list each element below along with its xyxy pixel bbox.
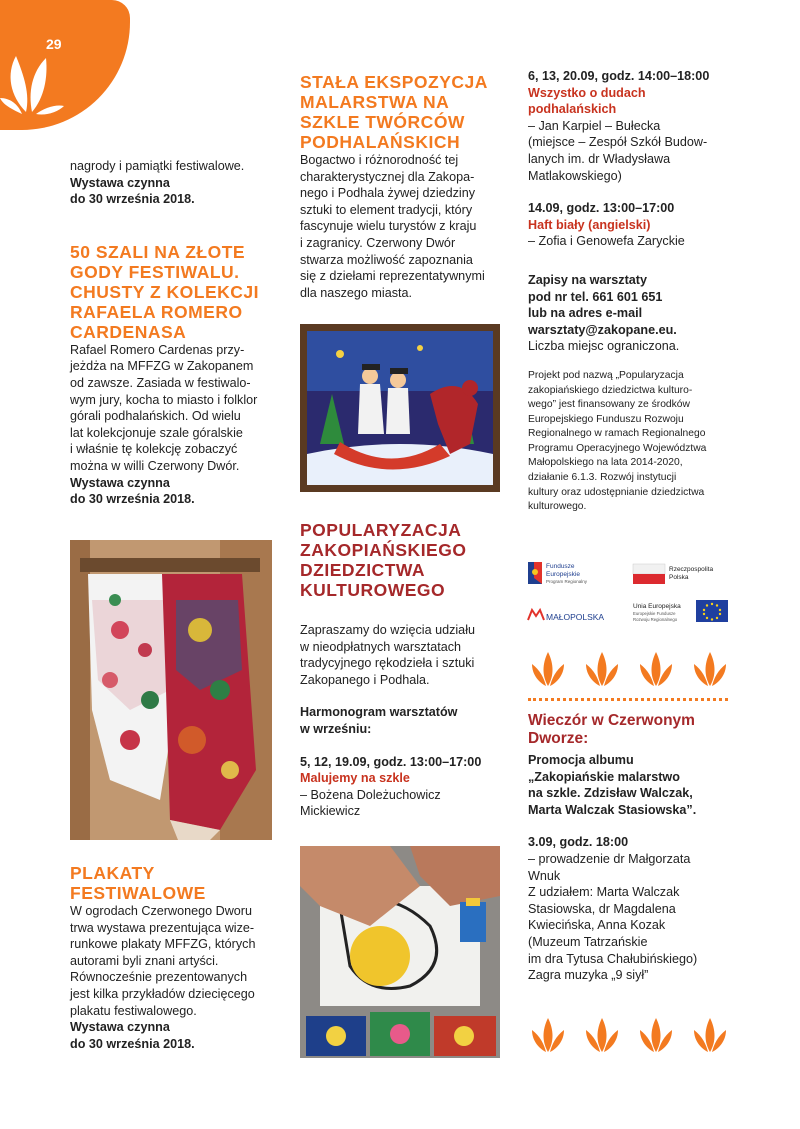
flower-icon [530,1018,566,1052]
svg-text:Rzeczpospolita: Rzeczpospolita [669,566,714,573]
heading-line: DZIEDZICTWA [300,560,426,580]
evening-section [528,712,748,984]
body-line: Rafael Romero Cardenas przy- [70,342,245,357]
note-line: Programu Operacyjnego Województwa [528,442,707,454]
note-line: działanie 6.1.3. Rozwój instytucji [528,472,677,484]
left-column [70,158,280,508]
body-line: jeżdża na MFFZG w Zakopanem [70,359,254,374]
body-line: w nieodpłatnych warsztatach [300,639,462,654]
note-line: Europejskiego Funduszu Rozwoju [528,413,684,425]
flower-icon [638,1018,674,1052]
evening-line: Stasiowska, dr Magdalena [528,901,676,916]
note-line: zakopiańskiego dziedzictwa kulturo- [528,384,693,396]
evening-heading: Wieczór w Czerwonym [528,712,695,729]
flower-icon [692,652,728,686]
posters-section [70,863,280,1052]
body-line: Równocześnie prezentowanych [70,970,248,985]
evening-line: Wnuk [528,868,561,883]
body-line: wym jury, kocha to miasto i folklor [70,392,258,407]
workshop-date: 14.09, godz. 13:00–17:00 [528,201,675,216]
workshop-lead: – Zofia i Genowefa Zaryckie [528,234,685,249]
posters-heading [70,863,280,903]
workshop-lead: lanych im. dr Władysława [528,151,671,166]
ornament-row-top [530,652,728,686]
body-line: Bogactwo i różnorodność tej [300,153,459,167]
heading-line: CARDENASA [70,321,187,342]
evening-line: Kwiecińska, Anna Kozak [528,918,666,933]
body-line: charakterystycznej dla Zakopa- [300,169,475,184]
workshop-name: Haft biały (angielski) [528,217,651,232]
heading-line: KULTUROWEGO [300,580,446,600]
body-line: tradycyjnego rękodzieła i sztuki [300,656,475,671]
heading-line: RAFAELA ROMERO [70,301,243,322]
note-line: kultury oraz udostępnianie dziedzictwa [528,486,705,498]
workshop-lead: – Bożena Doleżuchowicz [300,787,441,802]
glass-section [300,72,510,301]
evening-line: Z udziałem: Marta Walczak [528,885,680,900]
body-line: jest kilka przykładów dziecięcego [70,986,255,1001]
glass-heading [300,72,510,152]
heading-line: PODHALAŃSKICH [300,132,461,152]
body-line: runkowe plakaty MFFZG, których [70,937,256,952]
shawls-photo [70,540,272,840]
svg-text:Europejskie: Europejskie [546,571,580,578]
schedule-title: Harmonogram warsztatów [300,705,458,720]
svg-text:Rozwoju Regionalnego: Rozwoju Regionalnego [633,617,678,622]
body-line: nego i Podhala żywej dziedziny [300,186,476,201]
workshop-lead: – Jan Karpiel – Bułecka [528,118,661,133]
fundusze-europejskie-logo [528,562,588,584]
project-note [528,369,748,515]
svg-text:MAŁOPOLSKA: MAŁOPOLSKA [546,612,605,622]
intro-line: nagrody i pamiątki festiwalowe. [70,159,245,173]
signup-line: pod nr tel. 661 601 651 [528,289,663,304]
shawls-heading [70,242,280,342]
intro-exhibit-date: do 30 września 2018. [70,192,195,207]
signup-email[interactable]: warsztaty@zakopane.eu. [528,322,677,337]
page-number: 29 [46,36,62,52]
heritage-body [300,622,510,688]
signup-line: lub na adres e-mail [528,306,643,321]
signup-line: Zapisy na warsztaty [528,272,647,287]
evening-heading: Dworze: [528,730,589,747]
intro-exhibit-label: Wystawa czynna [70,175,170,190]
flower-icon [692,1018,728,1052]
corner-ornament [0,0,130,130]
body-line: górali podhalańskich. Od wielu [70,409,241,424]
dotted-divider [528,698,728,701]
evening-line: im dra Tytusa Chałubińskiego) [528,951,698,966]
glass-painting-photo [300,324,500,492]
unia-europejska-logo [633,600,728,622]
body-line: można w willi Czerwony Dwór. [70,458,240,473]
note-line: Małopolskiego na lata 2014-2020, [528,457,683,469]
body-line: stwarza możliwość zapoznania [300,252,473,267]
posters-exhibit-date: do 30 września 2018. [70,1036,195,1051]
svg-text:Europejskie Fundusze: Europejskie Fundusze [633,611,676,616]
body-line: plakatu festiwalowego. [70,1003,197,1018]
evening-date: 3.09, godz. 18:00 [528,835,629,850]
promo-line: Marta Walczak Stasiowska”. [528,802,697,817]
body-line: i właśnie tę kolekcję zobaczyć [70,442,238,457]
body-line: trwa wystawa prezentująca wize- [70,920,255,935]
body-line: fascynuje wielu turystów z kraju [300,219,477,234]
note-line: Regionalnego w ramach Regionalnego [528,428,706,440]
workshop-name: podhalańskich [528,102,617,117]
svg-text:Fundusze: Fundusze [546,563,575,570]
posters-exhibit-label: Wystawa czynna [70,1020,170,1035]
heading-line: PLAKATY [70,863,155,883]
flower-icon [638,652,674,686]
funding-logos [526,556,736,630]
body-line: autorami byli znani artyści. [70,953,219,968]
workshop-date: 6, 13, 20.09, godz. 14:00–18:00 [528,69,710,83]
limited-seats: Liczba miejsc ograniczona. [528,339,680,354]
flower-icon [584,1018,620,1052]
workshop-date: 5, 12, 19.09, godz. 13:00–17:00 [300,754,482,769]
posters-body [70,903,280,1019]
evening-line: (Muzeum Tatrzańskie [528,934,648,949]
heritage-section [300,520,510,820]
evening-line: – prowadzenie dr Małgorzata [528,851,691,866]
heading-line: ZAKOPIAŃSKIEGO [300,540,467,560]
body-line: od zawsze. Zasiada w festiwalo- [70,375,251,390]
heading-line: 50 SZALI NA ZŁOTE [70,241,246,262]
heritage-heading [300,520,510,600]
promo-line: na szkle. Zdzisław Walczak, [528,786,693,801]
heading-line: SZKLE TWÓRCÓW [300,112,465,132]
heading-line: FESTIWALOWE [70,883,206,903]
workshop-lead: (miejsce – Zespół Szkół Budow- [528,135,708,150]
workshop-lead: Mickiewicz [300,804,361,819]
body-line: Zakopanego i Podhala. [300,672,430,687]
svg-text:Program Regionalny: Program Regionalny [546,579,588,584]
body-line: się z dziełami reprezentatywnymi [300,269,485,284]
body-line: W ogrodach Czerwonego Dworu [70,904,252,918]
heading-line: POPULARYZACJA [300,520,462,540]
ornament-row-bottom [530,1018,728,1052]
flower-icon [530,652,566,686]
svg-text:Unia Europejska: Unia Europejska [633,603,681,610]
note-line: wego” jest finansowany ze środków [528,399,690,411]
heading-line: MALARSTWA NA [300,92,450,112]
body-line: sztuki to element tradycji, który [300,202,473,217]
body-line: dla naszego miasta. [300,285,413,300]
heading-line: GODY FESTIWALU. [70,261,240,282]
note-line: kulturowego. [528,501,587,513]
body-line: Zapraszamy do wzięcia udziału [300,623,475,637]
promo-line: „Zakopiańskie malarstwo [528,769,680,784]
malopolska-logo [528,610,604,622]
promo-line: Promocja albumu [528,753,634,767]
shawls-exhibit-date: do 30 września 2018. [70,492,195,507]
flower-icon [584,652,620,686]
right-column [528,68,748,515]
heading-line: STAŁA EKSPOZYCJA [300,72,488,92]
shawls-body [70,342,280,475]
evening-line: Zagra muzyka „9 siył” [528,968,649,983]
svg-text:Polska: Polska [669,574,689,581]
workshop-lead: Matlakowskiego) [528,168,622,183]
note-line: Projekt pod nazwą „Popularyzacja [528,369,684,381]
body-line: lat kolekcjonuje szale góralskie [70,425,243,440]
glass-body [300,152,510,301]
rzeczpospolita-polska-logo [633,564,713,584]
schedule-title: w wrześniu: [300,721,372,736]
workshop-name: Malujemy na szkle [300,771,410,786]
workshop-photo [300,846,500,1058]
workshop-name: Wszystko o dudach [528,85,646,100]
body-line: i zagranicy. Czerwony Dwór [300,235,456,250]
shawls-exhibit-label: Wystawa czynna [70,475,170,490]
heading-line: CHUSTY Z KOLEKCJI [70,281,260,302]
